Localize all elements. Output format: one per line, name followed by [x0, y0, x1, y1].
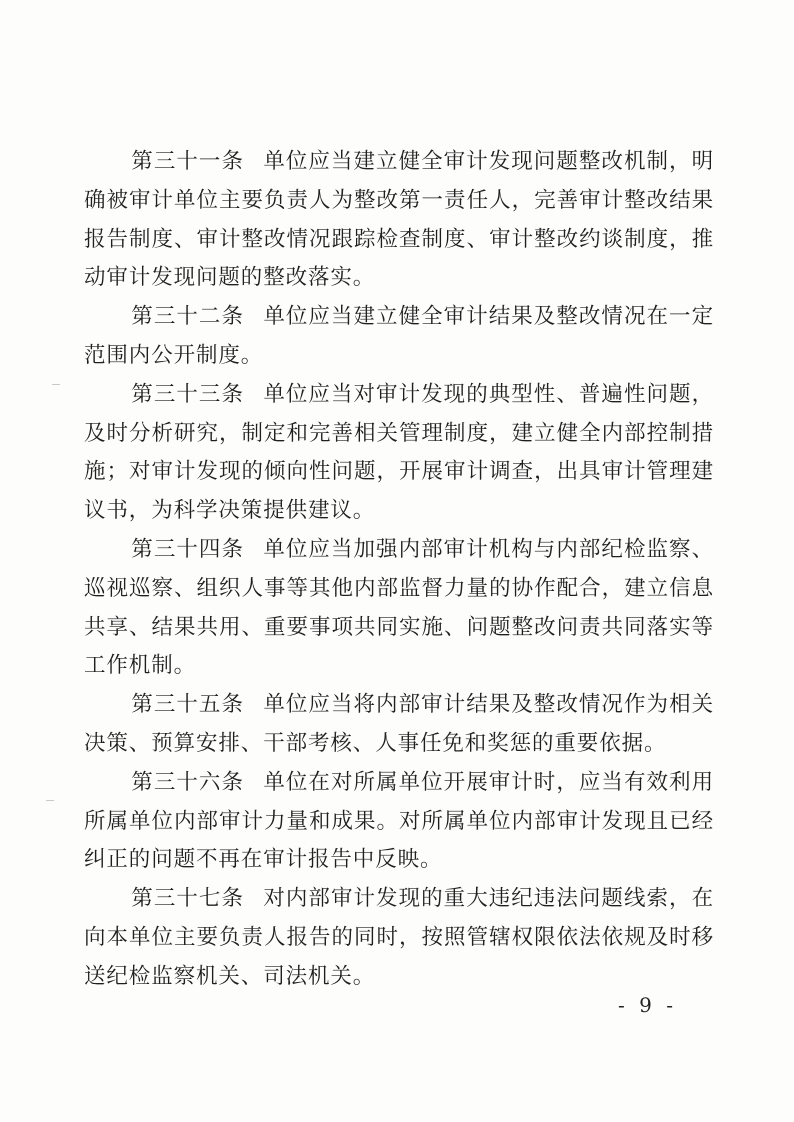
article-paragraph	[84, 376, 714, 531]
article-text: 对内部审计发现的重大违纪违法问题线索，在向本单位主要负责人报告的同时，按照管辖权限依法依规及时移送纪检监察机关、司法机关。	[84, 886, 714, 989]
article-number: 第三十四条	[131, 536, 244, 562]
article-number: 第三十三条	[131, 381, 244, 407]
document-body	[84, 143, 714, 997]
scan-speck	[52, 384, 60, 385]
article-number: 第三十六条	[131, 769, 244, 795]
page-number: - 9 -	[618, 993, 677, 1017]
article-paragraph	[84, 298, 714, 376]
article-text: 单位应当将内部审计结果及整改情况作为相关决策、预算安排、干部考核、人事任免和奖惩的重要依据。	[84, 692, 714, 756]
article-paragraph	[84, 880, 714, 996]
article-paragraph	[84, 686, 714, 764]
article-paragraph	[84, 143, 714, 298]
article-number: 第三十七条	[131, 886, 244, 912]
article-text: 单位应当建立健全审计结果及整改情况在一定范围内公开制度。	[84, 304, 714, 368]
article-text: 单位应当对审计发现的典型性、普遍性问题，及时分析研究，制定和完善相关管理制度，建立健全内部控制措施；对审计发现的倾向性问题，开展审计调查，出具审计管理建议书，为科学决策提供建议。	[84, 381, 714, 524]
article-paragraph	[84, 764, 714, 880]
article-text: 单位应当加强内部审计机构与内部纪检监察、巡视巡察、组织人事等其他内部监督力量的协作配合，建立信息共享、结果共用、重要事项共同实施、问题整改问责共同落实等工作机制。	[84, 536, 714, 679]
article-number: 第三十五条	[131, 692, 244, 718]
article-text: 单位在对所属单位开展审计时，应当有效利用所属单位内部审计力量和成果。对所属单位内部审计发现且已经纠正的问题不再在审计报告中反映。	[84, 769, 714, 873]
article-number: 第三十二条	[131, 304, 244, 330]
article-number: 第三十一条	[131, 149, 244, 174]
article-paragraph	[84, 531, 714, 686]
article-text: 单位应当建立健全审计发现问题整改机制，明确被审计单位主要负责人为整改第一责任人，完善审计整改结果报告制度、审计整改情况跟踪检查制度、审计整改约谈制度，推动审计发现问题的整改落实。	[84, 149, 714, 291]
scan-speck	[46, 800, 54, 801]
